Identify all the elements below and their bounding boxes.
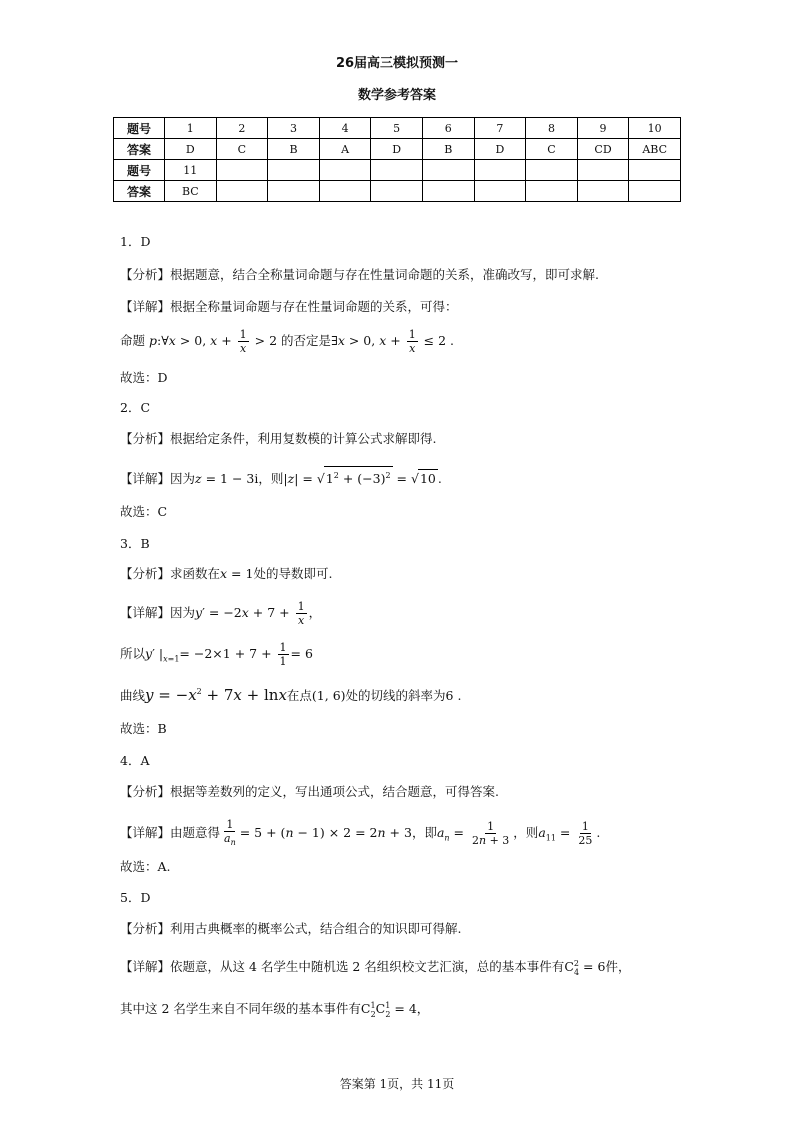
q3-derivative-value: 所以y′ $|_{x=1}= -2\times 1 + 7$ + $\frac{1}{1}$ = 6 xyxy=(120,641,313,668)
q3-detail-prefix: 【详解】因为 xyxy=(120,605,196,620)
document-subtitle: 数学参考答案 xyxy=(357,88,436,103)
q2-detail: 【详解】因为z = 1 − 3i，则$|z| = √1^2 + (-3)^2 = √10$ . xyxy=(120,466,442,488)
question-number-label: 题号 xyxy=(114,118,165,139)
q1-formula-text-a: 命题 xyxy=(120,333,146,348)
q3-heading: 3．B xyxy=(120,536,150,551)
table-row xyxy=(114,139,681,160)
q4-detail-mid1: ，即 xyxy=(411,825,437,841)
q5-detail-line2: 其中这 2 名学生来自不同年级的基本事件有$C^1_2C^1_2 = 4$， xyxy=(120,1001,430,1019)
q3-conclusion: 故选：B xyxy=(120,721,167,736)
q5-detail1-suffix: 件， xyxy=(605,959,631,975)
q3-analysis-prefix: 【分析】求函数在 xyxy=(120,566,221,581)
page-footer: 答案第 1页，共 11页 xyxy=(339,1077,455,1091)
question-number: 10 xyxy=(629,118,681,139)
question-number: 6 xyxy=(422,118,474,139)
q2-detail-prefix: 【详解】因为 xyxy=(120,471,196,487)
question-number: 2 xyxy=(216,118,268,139)
q1-formula: 命题 p:∀x > 0, x + $\frac{1}{x}$ > 2 的否定是∃x > 0, x + $\frac{1}{x}$ ≤ 2 . xyxy=(120,328,455,355)
table-row xyxy=(114,118,681,139)
q4-detail: 【详解】由题意得 $\frac{1}{a_n}$ = 5 + (n − 1) × 2 = 2n + 3，即$a_n$ = $\frac{1}{2n + 3}$ ，则$a_{11}$ = $\frac{1}{25}$ . xyxy=(120,818,601,848)
answer-label: 答案 xyxy=(114,139,165,160)
q4-conclusion: 故选：A. xyxy=(120,859,171,874)
answer-label: 答案 xyxy=(114,181,165,202)
q4-detail-prefix: 【详解】由题意得 xyxy=(120,825,221,841)
question-number: 9 xyxy=(577,118,629,139)
q2-heading: 2．C xyxy=(120,400,151,415)
table-row xyxy=(114,181,681,202)
q4-analysis: 【分析】根据等差数列的定义，写出通项公式，结合题意，可得答案. xyxy=(120,784,499,799)
answer-cell: CD xyxy=(577,139,629,160)
answer-cell: C xyxy=(526,139,578,160)
answer-cell: ABC xyxy=(629,139,681,160)
q3-line3-mid: 在点 xyxy=(286,688,312,703)
q4-detail-mid2: ，则 xyxy=(513,825,539,841)
q2-detail-mid: ，则 xyxy=(258,471,284,487)
q3-analysis-suffix: 处的导数即可. xyxy=(253,566,333,581)
answer-table xyxy=(113,117,681,202)
question-number: 11 xyxy=(165,160,217,181)
q4-heading: 4．A xyxy=(120,753,150,768)
answer-cell: D xyxy=(165,139,217,160)
q1-heading: 1．D xyxy=(120,234,151,249)
q2-analysis: 【分析】根据给定条件，利用复数模的计算公式求解即得. xyxy=(120,431,437,446)
answer-cell: BC xyxy=(165,181,217,202)
q3-line3-prefix: 曲线 xyxy=(120,688,146,703)
q3-line2-prefix: 所以 xyxy=(120,646,146,661)
q2-conclusion: 故选：C xyxy=(120,504,168,519)
question-number: 8 xyxy=(526,118,578,139)
q3-line3-mid2: 处的切线的斜率为 xyxy=(345,688,446,703)
q1-analysis: 【分析】根据题意，结合全称量词命题与存在性量词命题的关系，准确改写，即可求解. xyxy=(120,267,599,282)
q3-slope-statement: 曲线$y = -x^2 + 7x + \ln x$在点(1, 6)处的切线的斜率为6 . xyxy=(120,686,462,704)
q3-analysis: 【分析】求函数在x = 1处的导数即可. xyxy=(120,566,333,581)
q5-detail2-prefix: 其中这 2 名学生来自不同年级的基本事件有 xyxy=(120,1001,361,1017)
answer-cell: D xyxy=(371,139,423,160)
q1-formula-text-b: 的否定是 xyxy=(281,333,332,348)
question-number: 5 xyxy=(371,118,423,139)
question-number: 7 xyxy=(474,118,526,139)
q5-analysis: 【分析】利用古典概率的概率公式，结合组合的知识即可得解. xyxy=(120,921,462,936)
question-number: 1 xyxy=(165,118,217,139)
question-number: 3 xyxy=(268,118,320,139)
q5-detail-line1: 【详解】依题意，从这 4 名学生中随机选 2 名组织校文艺汇演，总的基本事件有$C^2_4 = 6$件， xyxy=(120,959,631,977)
answer-cell: B xyxy=(422,139,474,160)
answer-cell: D xyxy=(474,139,526,160)
q5-heading: 5．D xyxy=(120,890,151,905)
question-number: 4 xyxy=(319,118,371,139)
table-row xyxy=(114,160,681,181)
answer-cell: A xyxy=(319,139,371,160)
q3-detail: 【详解】因为y′ = −2x + 7 + $\frac{1}{x}$ ， xyxy=(120,600,322,627)
document-title: 26届高三模拟预测一 xyxy=(335,56,459,71)
q1-conclusion: 故选：D xyxy=(120,370,168,385)
question-number-label: 题号 xyxy=(114,160,165,181)
q5-detail1-prefix: 【详解】依题意，从这 4 名学生中随机选 2 名组织校文艺汇演，总的基本事件有 xyxy=(120,959,565,975)
q1-detail: 【详解】根据全称量词命题与存在性量词命题的关系，可得： xyxy=(120,299,458,314)
answer-cell: C xyxy=(216,139,268,160)
answer-cell: B xyxy=(268,139,320,160)
